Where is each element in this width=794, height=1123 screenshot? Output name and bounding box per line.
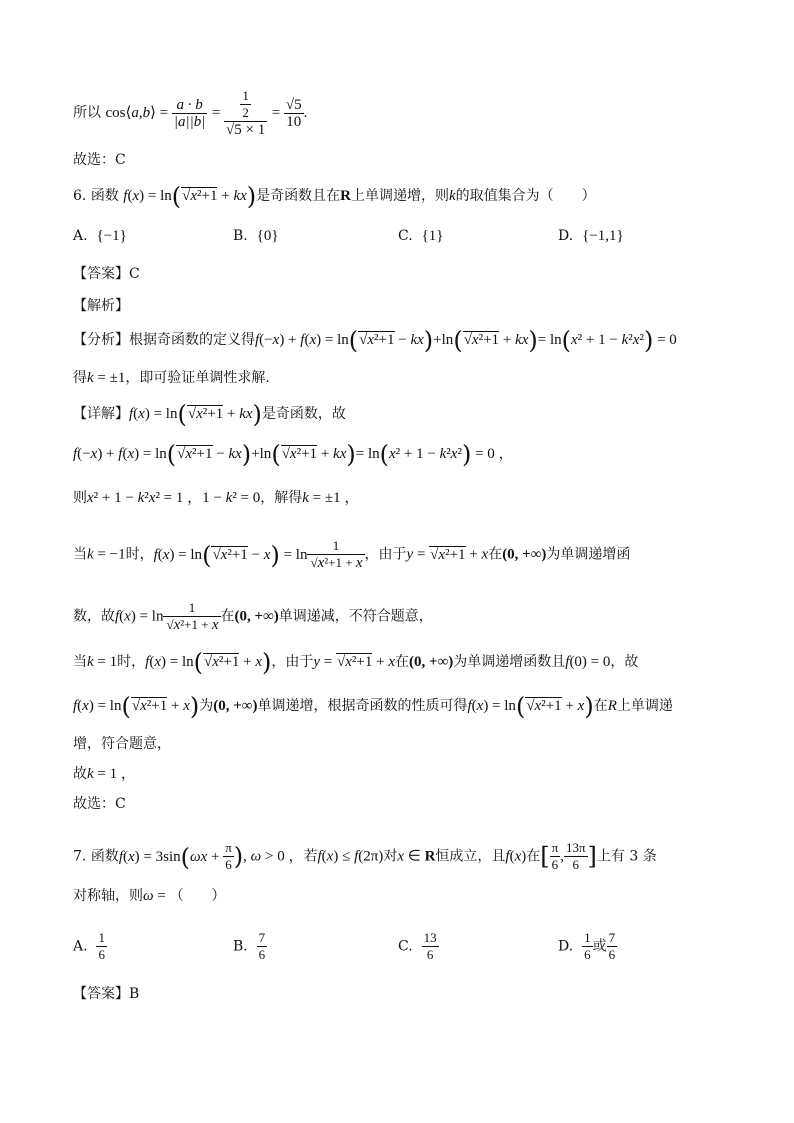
q6-case-pos-line: 当k = 1时，f(x) = ln(√x²+1 + x)，由于y = √x²+1 + x在(0, +∞)为单调递增函数且f(0) = 0，故 (73, 648, 639, 677)
cos-formula: cos⟨a,b⟩ = (105, 105, 172, 121)
q6-option-a: A. {−1} (73, 228, 127, 244)
q7-number: 7. (73, 848, 87, 865)
q6-conclusion: 故k = 1 ， (73, 766, 136, 782)
half-over-root5: $\frac{\frac{1}{2}}{√5 \times 1}$ (226, 88, 266, 138)
question-7-stem: 7. 函数f(x) = 3sin(ωx + $\frac{\pi}{6}$ ), ω > 0 ，若f(x) ≤ f(2π)对x ∈ R恒成立，且f(x)在[ $\frac{\pi}{6}$ , $\frac{13\pi}{6}$ ]上有 3 条 (73, 840, 657, 872)
q7-answer: 【答案】B (73, 986, 140, 1002)
text-suoyi: 所以 (73, 105, 101, 121)
question-7-stem-2: 对称轴，则ω = （ ） (73, 888, 226, 904)
q7-option-d: D. $\frac{1}{6}$ 或 $\frac{7}{6}$ (558, 930, 616, 962)
q6-fenxi-line-2: 得k = ±1，即可验证单调性求解. (73, 370, 270, 386)
q7-option-c: C. $\frac{13}{6}$ (398, 930, 437, 962)
choose-line-1: 故选：C (73, 152, 126, 168)
dot-over-norms: $\frac{a \cdot b}{|a||b|}$ (173, 96, 206, 130)
q6-case-neg-line-2: 数，故f(x) = ln $\frac{1}{\text{√x²+1 + x}}$ 在(0, +∞)单调递减，不符合题意， (73, 600, 433, 633)
q6-case-neg-line: 当k = −1时，f(x) = ln(√x²+1 − x) = ln $\frac{1}{\text{√x²+1 + x}}$ ，由于y = √x²+1 + x在(0, +∞)为单调递增函 (73, 538, 631, 571)
q6-option-d: D. {−1,1} (558, 228, 624, 244)
q7-option-a: A. $\frac{1}{6}$ (73, 930, 105, 962)
root5-over-10: $\frac{√5}{10}$ (285, 96, 302, 130)
q6-option-b: B. {0} (233, 228, 279, 244)
question-6-stem: 6. 函数 f(x) = ln(√x²+1 + kx)是奇函数且在R上单调递增，则k的取值集合为（ ） (73, 182, 596, 211)
cosine-result-line: 所以 cos⟨a,b⟩ = $\frac{a \cdot b}{|a||b|}$ = $\frac{\frac{1}{2}}{√5 \times 1}$ = $\frac{√5}{10}$ . (73, 88, 308, 138)
q6-choose: 故选：C (73, 796, 126, 812)
q6-case-pos-line-2: f(x) = ln(√x²+1 + x)为(0, +∞)单调递增，根据奇函数的性质可得f(x) = ln(√x²+1 + x)在R上单调递 (73, 692, 673, 721)
q7-option-b: B. $\frac{7}{6}$ (233, 930, 266, 962)
q6-option-c: C. {1} (398, 228, 444, 244)
q6-sum-line: f(−x) + f(x) = ln(√x²+1 − kx)+ln(√x²+1 + kx)= ln(x² + 1 − k²x²) = 0 ， (73, 440, 514, 469)
q6-analysis-tag: 【解析】 (73, 298, 129, 314)
q6-number: 6. (73, 188, 87, 204)
q6-answer: 【答案】C (73, 266, 140, 282)
q6-then-line: 则x² + 1 − k²x² = 1 ，1 − k² = 0，解得k = ±1 ， (73, 490, 360, 506)
q6-xiangjie-line: 【详解】f(x) = ln(√x²+1 + kx)是奇函数，故 (73, 400, 346, 429)
q6-case-pos-line-3: 增，符合题意， (73, 736, 171, 752)
q6-fenxi-line: 【分析】根据奇函数的定义得f(−x) + f(x) = ln(√x²+1 − kx)+ln(√x²+1 + kx)= ln(x² + 1 − k²x²) = 0 (73, 326, 677, 355)
